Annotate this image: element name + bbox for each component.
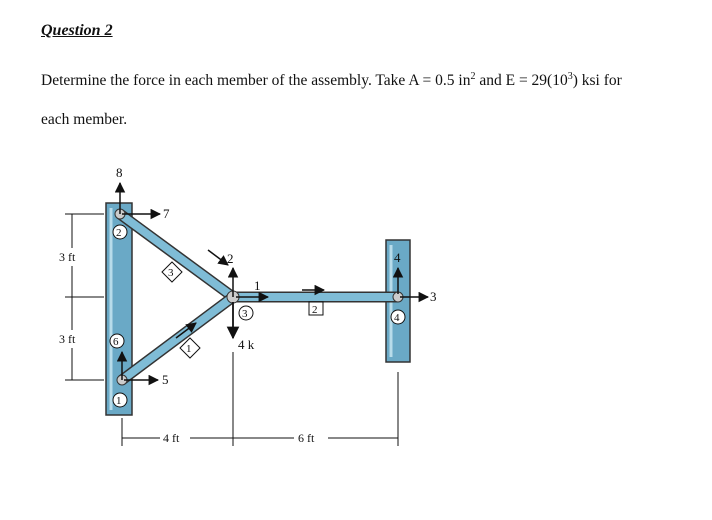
question-title: Question 2: [41, 22, 113, 39]
statement-prefix: Determine the force in each member of the assembly. Take A = 0.5 in: [41, 72, 471, 89]
statement-suffix: ) ksi for: [572, 72, 622, 89]
load-label: 4 k: [238, 337, 255, 352]
member-3-direction-arrow: [208, 250, 228, 265]
member-lower-diagonal: [122, 297, 233, 380]
node-label-2: [113, 225, 127, 239]
dof-label-5: 5: [162, 372, 169, 387]
dof-label-4: 4: [394, 250, 401, 265]
svg-text:3: 3: [242, 308, 248, 320]
dof-label-7: 7: [163, 206, 170, 221]
dimension-left-bottom: 3 ft: [59, 332, 76, 346]
svg-text:2: 2: [116, 227, 122, 239]
problem-statement-line-2: each member.: [41, 111, 128, 128]
area-exponent: 2: [470, 70, 476, 82]
statement-mid: and E = 29(10: [475, 72, 568, 89]
left-dimension-lines: [65, 214, 104, 380]
svg-text:4: 4: [394, 312, 400, 324]
dof-label-8: 8: [116, 165, 123, 180]
node-label-1: [113, 393, 127, 407]
dimension-bottom-left: 4 ft: [163, 431, 180, 445]
dof-label-2: 2: [227, 251, 234, 266]
node-label-6: [110, 334, 124, 348]
dof-label-1: 1: [254, 278, 261, 293]
node-label-4: [391, 310, 405, 324]
modulus-exponent: 3: [567, 70, 573, 82]
svg-text:6: 6: [113, 336, 119, 348]
member-label-3: [162, 262, 182, 282]
member-label-2: [309, 302, 323, 316]
svg-text:3: 3: [168, 267, 174, 279]
svg-text:1: 1: [116, 395, 122, 407]
svg-text:2: 2: [312, 304, 318, 316]
dof-label-3: 3: [430, 289, 437, 304]
dimension-left-top: 3 ft: [59, 250, 76, 264]
node-label-3: [239, 306, 253, 320]
dimension-bottom-right: 6 ft: [298, 431, 315, 445]
svg-text:1: 1: [186, 343, 192, 355]
